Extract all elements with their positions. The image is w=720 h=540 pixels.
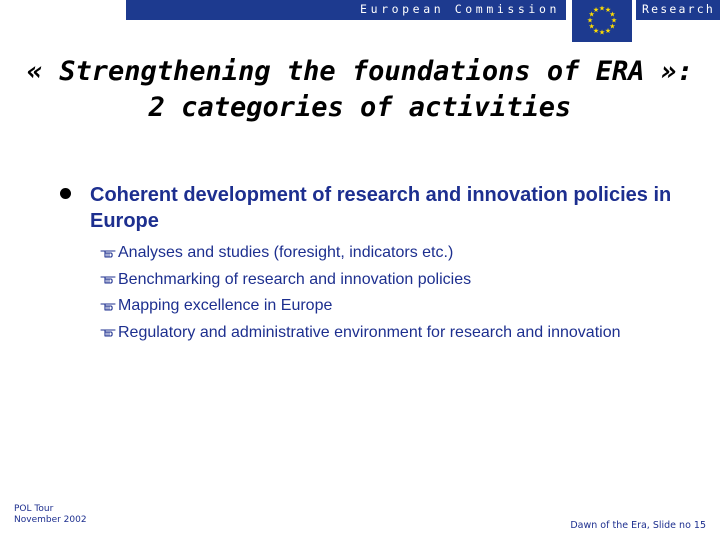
- flag-star: ★: [609, 22, 616, 31]
- sub-bullet-list: [100, 240, 621, 346]
- sub-bullet-item: [100, 267, 621, 294]
- header-band-right: [636, 0, 720, 20]
- flag-star: ★: [586, 16, 594, 25]
- research-label: Research: [642, 2, 715, 16]
- sub-bullet-text: Mapping excellence in Europe: [118, 297, 333, 314]
- slide-title: [0, 54, 720, 126]
- title-line-1: « Strengthening the foundations of ERA »:: [26, 56, 694, 87]
- slide-number-footer: Dawn of the Era, Slide no 15: [570, 520, 706, 531]
- flag-star: ★: [598, 28, 606, 37]
- sub-bullet-text: Analyses and studies (foresight, indicators etc.): [118, 244, 454, 261]
- pointing-hand-icon: [100, 300, 117, 312]
- header-band-left: [126, 0, 566, 20]
- sub-bullet-text: Regulatory and administrative environment for research and innovation: [118, 323, 621, 341]
- flag-star: ★: [604, 6, 612, 15]
- bullet-dot-icon: [60, 188, 71, 199]
- flag-star: ★: [598, 4, 606, 13]
- flag-star: ★: [592, 26, 600, 35]
- pointing-hand-icon: [100, 273, 117, 285]
- footer-event: POL Tour: [14, 504, 54, 514]
- main-bullet: [60, 182, 700, 234]
- flag-star: ★: [592, 6, 600, 15]
- flag-star: ★: [588, 10, 595, 19]
- footer-left: [14, 504, 87, 526]
- flag-star: ★: [588, 22, 595, 31]
- title-line-2: 2 categories of activities: [148, 92, 572, 123]
- pointing-hand-icon: [100, 326, 117, 338]
- pointing-hand-icon: [100, 247, 117, 259]
- sub-bullet-item: [100, 320, 621, 347]
- main-bullet-text: Coherent development of research and innovation policies in Europe: [90, 184, 672, 232]
- sub-bullet-text: Benchmarking of research and innovation policies: [118, 270, 472, 288]
- sub-bullet-item: [100, 240, 621, 267]
- flag-star: ★: [610, 16, 618, 25]
- eu-flag-icon: [572, 0, 632, 42]
- sub-bullet-item: [100, 293, 621, 320]
- commission-label: European Commission: [360, 2, 560, 16]
- flag-star: ★: [609, 10, 616, 19]
- footer-date: November 2002: [14, 515, 87, 525]
- flag-star: ★: [604, 26, 612, 35]
